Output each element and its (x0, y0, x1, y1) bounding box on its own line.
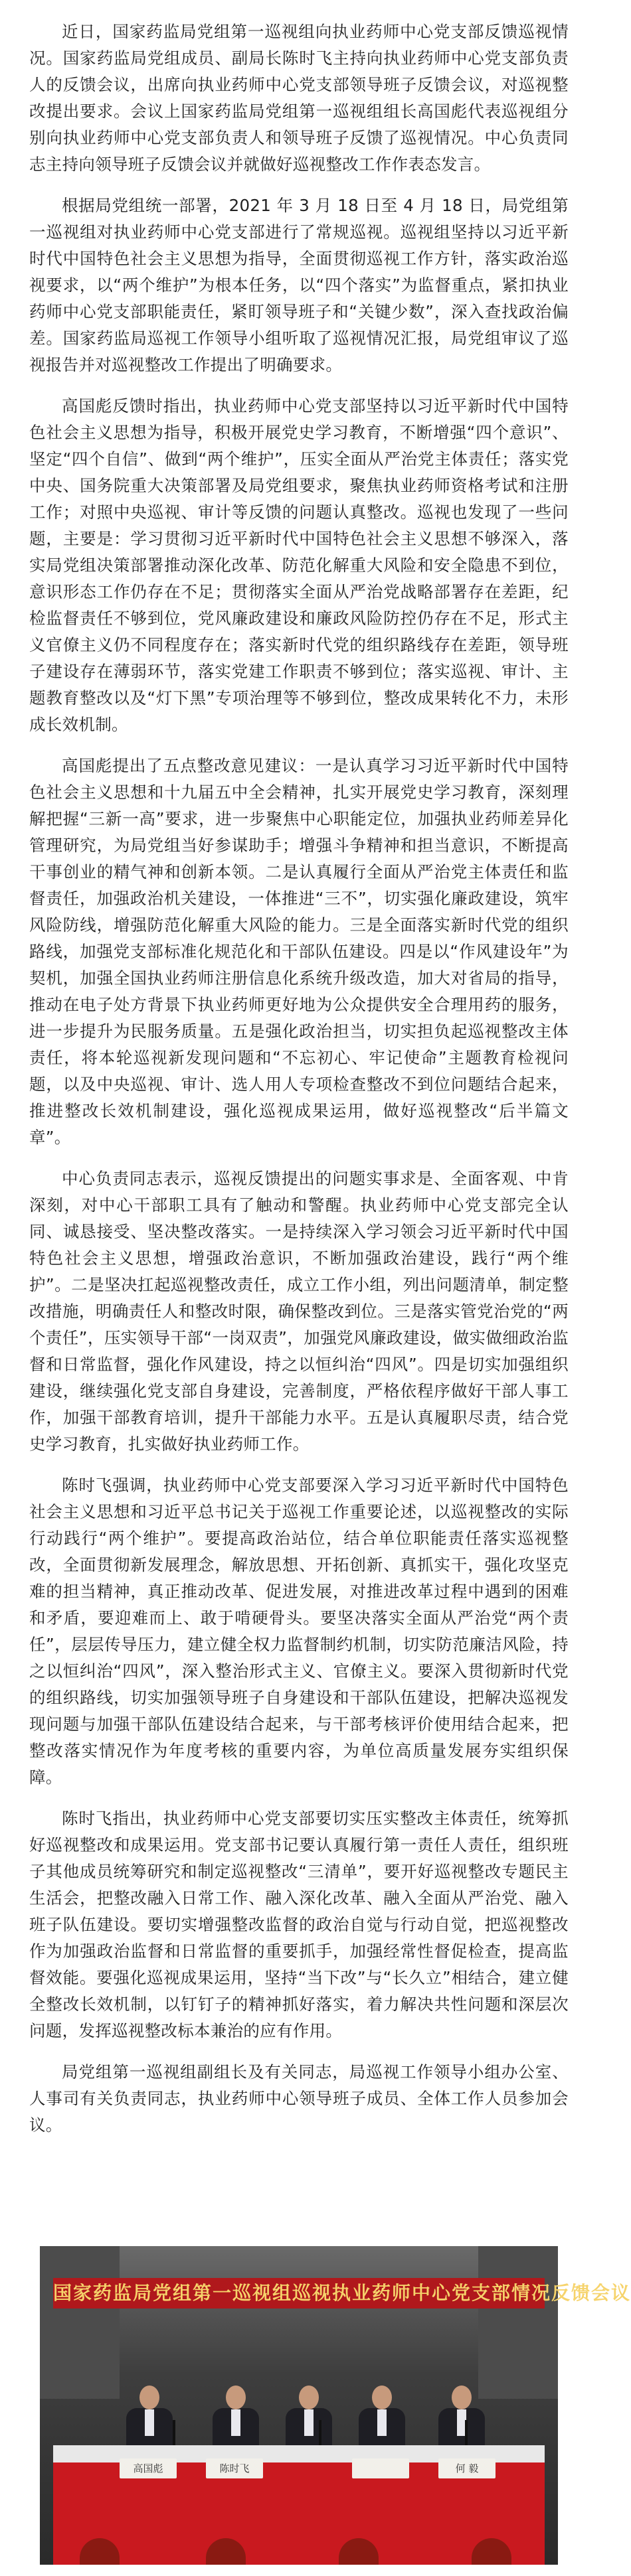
attendee (438, 2386, 485, 2452)
wall-panel-left (40, 2246, 120, 2399)
nameplate: 何 毅 (438, 2459, 496, 2478)
article-paragraph: 中心负责同志表示，巡视反馈提出的问题实事求是、全面客观、中肯深刻，对中心干部职工具有了触动和警醒。执业药师中心党支部完全认同、诚恳接受、坚决整改落实。一是持续深入学习领会习近平新时代中国特色社会主义思想，增强政治意识，不断加强政治建设，践行“两个维护”。二是坚决扛起巡视整改责任，成立工作小组，列出问题清单，制定整改措施，明确责任人和整改时限，确保整改到位。三是落实管党治党的“两个责任”，压实领导干部“一岗双责”，加强党风廉政建设，做实做细政治监督和日常监督，强化作风建设，持之以恒纠治“四风”。四是切实加强组织建设，继续强化党支部自身建设，完善制度，严格依程序做好干部人事工作，加强干部教育培训，提升干部能力水平。五是认真履职尽责，结合党史学习教育，扎实做好执业药师工作。 (29, 1169, 569, 1454)
nameplate (352, 2459, 409, 2478)
nameplate: 高国彪 (120, 2459, 177, 2478)
attendee (359, 2386, 405, 2452)
article-paragraph: 根据局党组统一部署，2021 年 3 月 18 日至 4 月 18 日，局党组第一巡视组对执业药师中心党支部进行了常规巡视。巡视组坚持以习近平新时代中国特色社会主义思想为指导，全面贯彻巡视工作方针，落实政治巡视要求，以“两个维护”为根本任务，以“四个落实”为监督重点，紧扣执业药师中心党支部职能责任，紧盯领导班子和“关键少数”，深入查找政治偏差。国家药监局巡视工作领导小组听取了巡视情况汇报，局党组审议了巡视报告并对巡视整改工作提出了明确要求。 (29, 196, 569, 374)
article-paragraph: 局党组第一巡视组副组长及有关同志，局巡视工作领导小组办公室、人事司有关负责同志，执业药师中心领导班子成员、全体工作人员参加会议。 (29, 2062, 569, 2135)
article-paragraph: 陈时飞指出，执业药师中心党支部要切实压实整改主体责任，统筹抓好巡视整改和成果运用。党支部书记要认真履行第一责任人责任，组织班子其他成员统筹研究和制定巡视整改“三清单”，要开好巡视整改专题民主生活会，把整改融入日常工作、融入深化改革、融入全面从严治党、融入班子队伍建设。要切实增强整改监督的政治自觉与行动自觉，把巡视整改作为加强政治监督和日常监督的重要抓手，加强经常性督促检查，提高监督效能。要强化巡视成果运用，坚持“当下改”与“长久立”相结合，建立健全整改长效机制，以钉钉子的精神抓好落实，着力解决共性问题和深层次问题，发挥巡视整改标本兼治的应有作用。 (29, 1809, 569, 2040)
attendee (286, 2386, 332, 2452)
meeting-photo (40, 2246, 631, 2565)
article-paragraph: 高国彪提出了五点整改意见建议：一是认真学习习近平新时代中国特色社会主义思想和十九届五中全会精神，扎实开展党史学习教育，深刻理解把握“三新一高”要求，进一步聚焦中心职能定位，加强执业药师差异化管理研究，为局党组当好参谋助手；增强斗争精神和担当意识，不断提高干事创业的精气神和创新本领。二是认真履行全面从严治党主体责任和监督责任，加强政治机关建设，一体推进“三不”，切实强化廉政建设，筑牢风险防线，增强防范化解重大风险的能力。三是全面落实新时代党的组织路线，加强党支部标准化规范化和干部队伍建设。四是以“作风建设年”为契机，加强全国执业药师注册信息化系统升级改造，加大对省局的指导，推动在电子处方背景下执业药师更好地为公众提供安全合理用药的服务，进一步提升为民服务质量。五是强化政治担当，切实担负起巡视整改主体责任，将本轮巡视新发现问题和“不忘初心、牢记使命”主题教育检视问题，以及中央巡视、审计、选人用人专项检查整改不到位问题结合起来，推进整改长效机制建设，强化巡视成果运用，做好巡视整改“后半篇文章”。 (29, 756, 569, 1147)
attendee (126, 2386, 173, 2452)
article-paragraph: 陈时飞强调，执业药师中心党支部要深入学习习近平新时代中国特色社会主义思想和习近平总书记关于巡视工作重要论述，以巡视整改的实际行动践行“两个维护”。要提高政治站位，结合单位职能责任落实巡视整改，全面贯彻新发展理念，解放思想、开拓创新、真抓实干，强化攻坚克难的担当精神，真正推动改革、促进发展，对推进改革过程中遇到的困难和矛盾，要迎难而上、敢于啃硬骨头。要坚决落实全面从严治党“两个责任”，层层传导压力，建立健全权力监督制约机制，切实防范廉洁风险，持之以恒纠治“四风”，深入整治形式主义、官僚主义。要深入贯彻新时代党的组织路线，切实加强领导班子自身建设和干部队伍建设，把解决巡视发现问题与加强干部队伍建设结合起来，与干部考核评价使用结合起来，把整改落实情况作为年度考核的重要内容，为单位高质量发展夯实组织保障。 (29, 1476, 569, 1787)
meeting-banner: 国家药监局党组第一巡视组巡视执业药师中心党支部情况反馈会议 (53, 2278, 545, 2309)
article-paragraph: 近日，国家药监局党组第一巡视组向执业药师中心党支部反馈巡视情况。国家药监局党组成员、副局长陈时飞主持向执业药师中心党支部负责人的反馈会议，出席向执业药师中心党支部领导班子反馈会议，对巡视整改提出要求。会议上国家药监局党组第一巡视组组长高国彪代表巡视组分别向执业药师中心党支部负责人和领导班子反馈了巡视情况。中心负责同志主持向领导班子反馈会议并就做好巡视整改工作作表态发言。 (29, 22, 569, 174)
nameplate: 陈时飞 (206, 2459, 263, 2478)
attendee (213, 2386, 259, 2452)
wall-panel-right (478, 2246, 558, 2399)
article-paragraph: 高国彪反馈时指出，执业药师中心党支部坚持以习近平新时代中国特色社会主义思想为指导，积极开展党史学习教育，不断增强“四个意识”、坚定“四个自信”、做到“两个维护”，压实全面从严治党主体责任；落实党中央、国务院重大决策部署及局党组要求，聚焦执业药师资格考试和注册工作；对照中央巡视、审计等反馈的问题认真整改。巡视也发现了一些问题，主要是：学习贯彻习近平新时代中国特色社会主义思想不够深入，落实局党组决策部署推动深化改革、防范化解重大风险和安全隐患不到位，意识形态工作仍存在不足；贯彻落实全面从严治党战略部署存在差距，纪检监督责任不够到位，党风廉政建设和廉政风险防控仍存在不足，形式主义官僚主义仍不同程度存在；落实新时代党的组织路线存在差距，领导班子建设存在薄弱环节，落实党建工作职责不够到位；落实巡视、审计、主题教育整改以及“灯下黑”专项治理等不够到位，整改成果转化不力，未形成长效机制。 (29, 396, 569, 734)
